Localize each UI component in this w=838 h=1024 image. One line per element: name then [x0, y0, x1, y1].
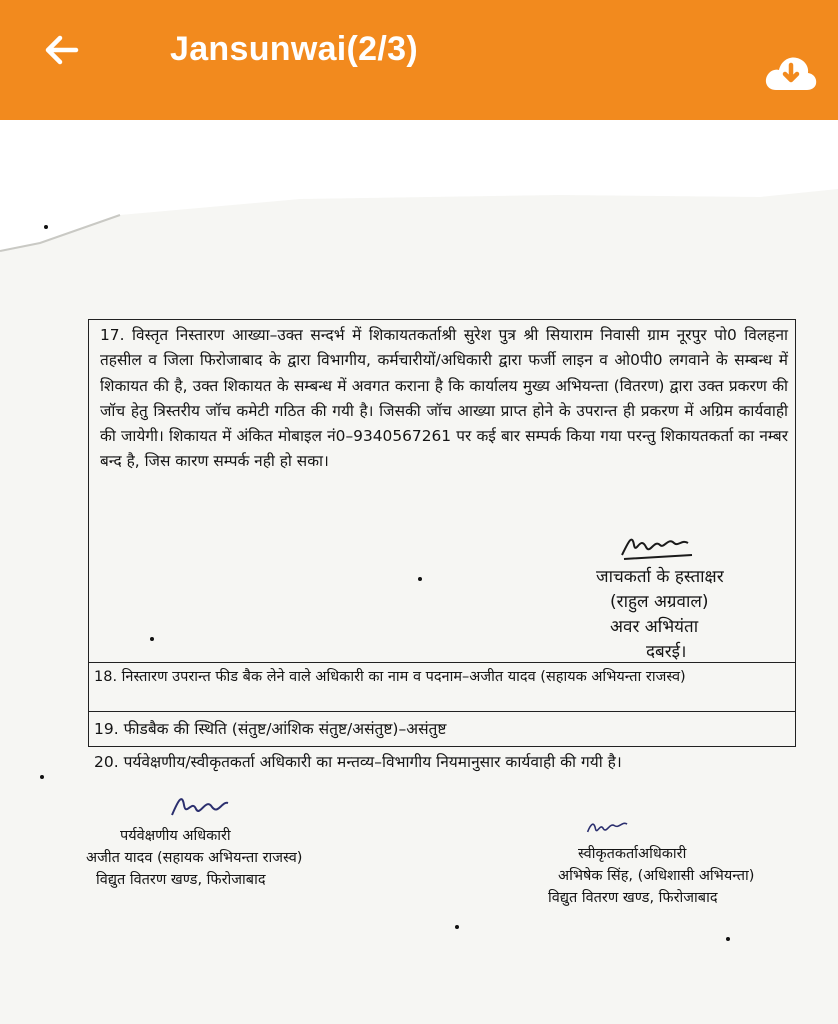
supervisor-office: विद्युत वितरण खण्ड, फिरोजाबाद — [96, 872, 266, 888]
scanned-page — [0, 185, 838, 1024]
approver-label: स्वीकृतकर्ताअधिकारी — [578, 846, 687, 862]
scan-speck — [40, 775, 44, 779]
inspector-name: (राहुल अग्रवाल) — [610, 592, 709, 612]
supervisor-label: पर्यवेक्षणीय अधिकारी — [120, 828, 231, 844]
scan-speck — [418, 577, 422, 581]
supervisor-name: अजीत यादव (सहायक अभियन्ता राजस्व) — [86, 850, 303, 866]
scan-speck — [150, 637, 154, 641]
document-image — [0, 185, 838, 1024]
scan-speck — [726, 937, 730, 941]
back-button[interactable] — [40, 28, 84, 72]
section-20-text: 20. पर्यवेक्षणीय/स्वीकृतकर्ता अधिकारी का मन्तव्य–विभागीय नियमानुसार कार्यवाही की गयी है। — [94, 753, 622, 771]
approver-office: विद्युत वितरण खण्ड, फिरोजाबाद — [548, 890, 718, 906]
approver-signature — [576, 813, 656, 843]
page-title: Jansunwai(2/3) — [170, 30, 418, 68]
inspector-place: दबरई। — [646, 642, 687, 662]
approver-name: अभिषेक सिंह, (अधिशासी अभियन्ता) — [558, 868, 755, 884]
cloud-download-icon — [762, 50, 818, 94]
scan-speck — [44, 225, 48, 229]
arrow-left-icon — [40, 28, 84, 72]
approver-signature-block — [548, 813, 818, 909]
inspector-label: जाचकर्ता के हस्ताक्षर — [596, 567, 724, 587]
section-17-text: 17. विस्तृत निस्तारण आख्या–उक्त सन्दर्भ में शिकायतकर्ताश्री सुरेश पुत्र श्री सियाराम निवासी ग्राम नूरपुर पो0 विलहना तहसील व जिला फिरोजाबाद के द्वारा विभागीय, कर्मचारीयों/अधिकारी द्वारा फर्जी लाइन व ओ0पी0 लगवाने के सम्बन्ध में शिकायत की है, उक्त शिकायत के सम्बन्ध में अवगत कराना है कि कार्यालय मुख्य अभियन्ता (वितरण) द्वारा उक्त प्रकरण की जॉच हेतु त्रिस्तरीय जॉच कमेटी गठित की गयी है। जिसकी जॉच आख्या प्राप्त होने के उपरान्त ही प्रकरण में अग्रिम कार्यवाही की जायेगी। शिकायत में अंकित मोबाइल नं0–9340567261 पर कई बार सम्पर्क किया गया परन्तु शिकायतकर्ता का नम्बर बन्द है, जिस कारण सम्पर्क नही हो सका। — [100, 326, 788, 471]
inspector-signature — [618, 525, 698, 565]
supervisor-signature-block — [86, 787, 346, 891]
inspector-designation: अवर अभियंता — [610, 617, 699, 637]
app-bar — [0, 0, 838, 120]
supervisor-signature — [166, 787, 246, 825]
section-18-text: 18. निस्तारण उपरान्त फीड बैक लेने वाले अधिकारी का नाम व पदनाम–अजीत यादव (सहायक अभियन्ता राजस्व) — [94, 669, 686, 685]
section-19-text: 19. फीडबैक की स्थिति (संतुष्ट/आंशिक संतुष्ट/असंतुष्ट)–असंतुष्ट — [94, 720, 447, 738]
scan-speck — [455, 925, 459, 929]
download-button[interactable] — [762, 50, 818, 94]
